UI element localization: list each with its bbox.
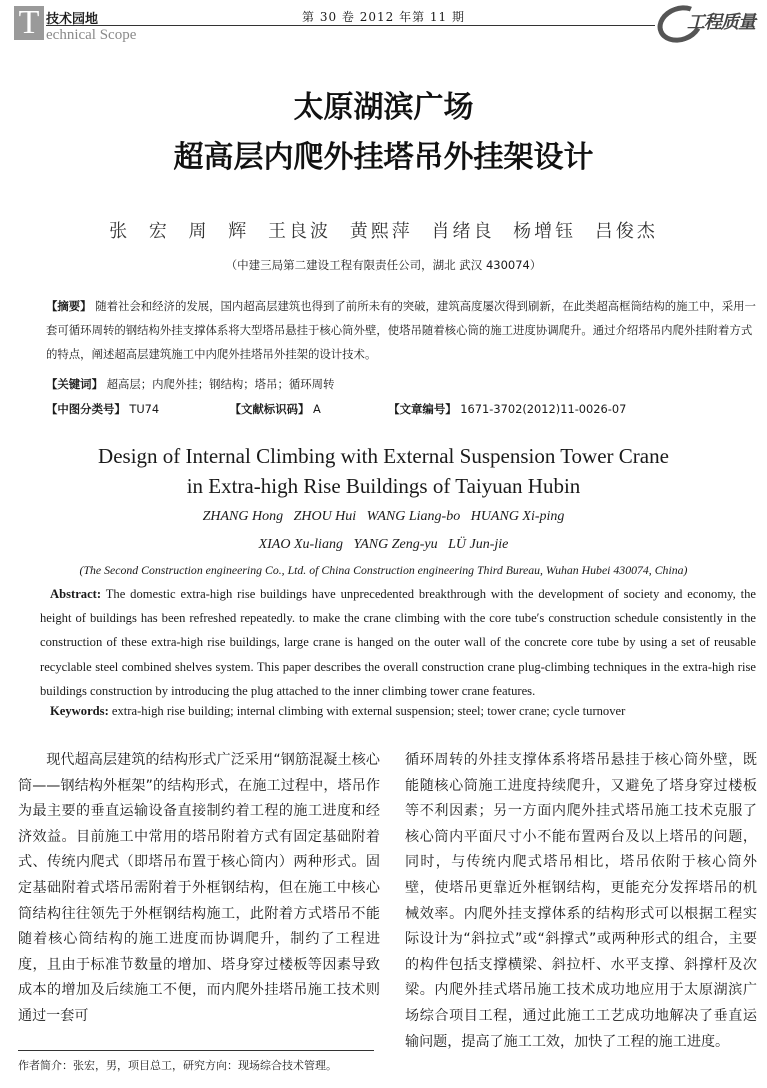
journal-logo [657,2,757,46]
author-footnote: 作者简介：张宏，男，项目总工，研究方向：现场综合技术管理。 [18,1059,337,1072]
keywords-cn [46,372,756,396]
title-line-2: 超高层内爬外挂塔吊外挂架设计 [173,140,594,175]
body-column-left: 现代超高层建筑的结构形式广泛采用“钢筋混凝土核心筒——钢结构外框架”的结构形式，在施工过程中，塔吊作为最主要的垂直运输设备直接制约着工程的施工进度和经济效益。目前施工中常用的塔吊附着方式有固定基础附着式、传统内爬式（即塔吊布置于核心筒内）两种形式。固定基础附着式塔吊需附着于外框钢结构，但在施工中核心筒结构往往领先于外框钢结构施工，此附着方式塔吊不能随着核心筒结构的施工进度而协调爬升，制约了工程进度，且由于标准节数量的增加、塔身穿过楼板等因素导致成本的增加及后续施工不便，而内爬外挂塔吊施工技术则通过一套可 [18,752,380,1024]
doc-code-label: 【文献标识码】 [229,402,310,416]
header-rule [46,25,655,26]
title-line-1: 太原湖滨广场 [293,90,474,125]
english-keywords-label: Keywords: [50,704,109,718]
article-number-value: 1671-3702(2012)11-0026-07 [460,402,627,416]
english-abstract-label: Abstract: [50,587,102,601]
journal-brand: 工程质量 [687,12,755,33]
affiliation: （中建三局第二建设工程有限责任公司，湖北 武汉 430074） [225,258,542,272]
english-authors-line-1: ZHANG Hong ZHOU Hui WANG Liang-bo HUANG Xi-ping [202,509,565,524]
keywords-cn-label: 【关键词】 [46,377,103,391]
english-title-line-1: Design of Internal Climbing with External Suspension Tower Crane [98,444,669,468]
page-header [0,0,767,46]
issue-info: 第 30 卷 2012 年第 11 期 [302,10,465,24]
clc-value: TU74 [129,402,160,416]
body-column-right: 循环周转的外挂支撑体系将塔吊悬挂于核心筒外壁，既能随核心筒施工进度持续爬升，又避免了塔身穿过楼板等不利因素；另一方面内爬外挂式塔吊施工技术克服了核心筒内平面尺寸小不能布置两台及以上塔吊的问题，同时，与传统内爬式塔吊相比，塔吊依附于核心筒外壁，使塔吊更靠近外框钢结构，更能充分发挥塔吊的机械效率。内爬外挂支撑体系的结构形式可以根据工程实际设计为“斜拉式”或“斜撑式”或两种形式的组合，主要的构件包括支撑横梁、斜拉杆、水平支撑、斜撑杆及次梁。内爬外挂式塔吊施工技术成功地应用于太原湖滨广场综合项目工程，通过此施工工艺成功地解决了垂直运输问题，提高了施工工效，加快了工程的施工进度。 [405,752,757,1050]
english-title-line-2: in Extra-high Rise Buildings of Taiyuan Hubin [186,474,581,498]
english-authors-line-2: XIAO Xu-liang YANG Zeng-yu LÜ Jun-jie [258,537,509,552]
keywords-cn-text: 超高层；内爬外挂；钢结构；塔吊；循环周转 [106,377,335,391]
english-abstract-text: The domestic extra-high rise buildings have unprecedented breakthrough with the development of society and economy, the height of buildings has been refreshed repeatedly. to make the crane climbing with the core tube′s construction schedule consistently in the construction of these extra-high rise buildings, large crane is hanged on the outer wall of the concrete core tube by using a set of reusable recyclable steel combined shelves system. This paper describes the overall construction crane plug-climbing techniques in the extra-high rise buildings construction by introducing the plug attached to the inner climbing tower crane features. [40,587,757,698]
abstract-cn-text: 随着社会和经济的发展，国内超高层建筑也得到了前所未有的突破，建筑高度屡次得到刷新，在此类超高框筒结构的施工中，采用一套可循环周转的钢结构外挂支撑体系将大型塔吊悬挂于核心筒外壁，使塔吊随着核心筒的施工进度协调爬升。通过介绍塔吊内爬外挂附着方式的特点，阐述超高层建筑施工中内爬外挂塔吊外挂架的设计技术。 [46,299,756,361]
column-name-en: echnical Scope [46,27,137,43]
doc-code-value: A [313,402,321,416]
column-name: 技术园地 [46,12,99,27]
classification-row [46,397,766,421]
english-keywords [50,704,756,719]
authors: 张 宏 周 辉 王良波 黄熙萍 肖绪良 杨增钰 吕俊杰 [109,221,658,242]
clc-label: 【中图分类号】 [46,402,126,416]
column-logo-letter: T [14,6,44,40]
article-number-label: 【文章编号】 [388,402,457,416]
abstract-cn [46,294,756,366]
footnote-rule [18,1050,374,1051]
abstract-cn-label: 【摘要】 [46,299,92,313]
english-affiliation: (The Second Construction engineering Co., Ltd. of China Construction engineering Third Bureau, Wuhan Hubei 430074, China) [79,563,688,577]
english-abstract [40,582,756,703]
english-keywords-text: extra-high rise building; internal climbing with external suspension; steel; tower crane; cycle turnover [111,704,626,718]
